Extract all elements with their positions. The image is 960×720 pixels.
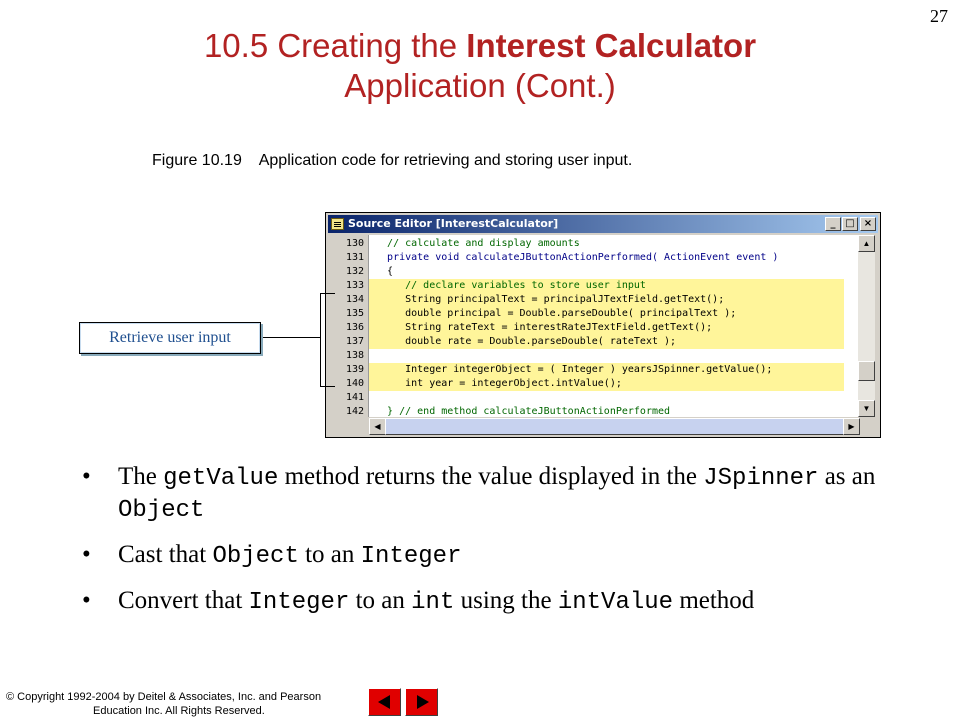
code-editor[interactable] <box>369 235 858 417</box>
line-number: 139 <box>345 364 364 375</box>
source-editor-window <box>325 212 881 438</box>
code-term: JSpinner <box>703 465 819 492</box>
bullet-text: Cast that <box>118 541 213 568</box>
scroll-down-icon[interactable]: ▼ <box>858 400 875 417</box>
line-number: 132 <box>345 266 364 277</box>
next-slide-button[interactable] <box>405 688 438 716</box>
horizontal-scrollbar[interactable] <box>369 418 858 435</box>
copyright-line-1: © Copyright 1992-2004 by Deitel & Associates, Inc. and Pearson <box>6 691 322 703</box>
code-line[interactable]: // calculate and display amounts <box>369 238 580 249</box>
line-number: 138 <box>345 350 364 361</box>
title-prefix: 10.5 Creating the <box>203 27 467 64</box>
title-line-2: Application (Cont.) <box>344 67 616 104</box>
copyright-line-2: Education Inc. All Rights Reserved. <box>93 705 265 717</box>
vertical-scroll-thumb[interactable] <box>858 361 875 381</box>
scroll-right-icon[interactable]: ▶ <box>843 418 860 435</box>
code-line[interactable]: private void calculateJButtonActionPerformed( ActionEvent event ) <box>369 252 779 263</box>
vertical-scrollbar[interactable] <box>858 235 875 417</box>
code-term: intValue <box>557 589 674 616</box>
slide-number: 27 <box>930 6 948 26</box>
code-line[interactable]: String rateText = interestRateJTextField.getText(); <box>369 321 844 335</box>
bullet-dot: • <box>82 463 91 490</box>
line-number: 137 <box>345 336 364 347</box>
title-bold-app-name: Interest Calculator <box>466 27 757 64</box>
callout-retrieve-user-input: Retrieve user input <box>79 322 261 354</box>
bullet-dot: • <box>82 587 91 614</box>
scroll-left-icon[interactable]: ◀ <box>369 418 386 435</box>
maximize-button[interactable]: □ <box>842 217 858 231</box>
close-button[interactable]: × <box>860 217 876 231</box>
code-term: Object <box>212 543 299 570</box>
line-number: 131 <box>345 252 364 263</box>
code-line[interactable] <box>369 391 844 405</box>
bullet-text: using the <box>454 587 558 614</box>
code-term: Object <box>118 497 205 524</box>
bullet-dot: • <box>82 541 91 568</box>
title-line-1 <box>60 26 900 66</box>
copyright-notice <box>6 690 321 718</box>
right-arrow-icon <box>417 695 429 709</box>
code-term: Integer <box>360 543 462 570</box>
code-term: int <box>411 589 455 616</box>
window-titlebar[interactable] <box>328 215 878 233</box>
line-number: 133 <box>345 280 364 291</box>
bullet-text: to an <box>349 587 412 614</box>
line-number: 135 <box>345 308 364 319</box>
bullet-text: as an <box>818 463 876 490</box>
bullet-text: Convert that <box>118 587 249 614</box>
code-line[interactable]: // declare variables to store user input <box>369 279 844 293</box>
line-number-gutter <box>330 235 369 417</box>
code-term: Integer <box>248 589 350 616</box>
bullet-text: The <box>118 463 164 490</box>
code-line[interactable]: int year = integerObject.intValue(); <box>369 377 844 391</box>
line-number: 142 <box>345 406 364 417</box>
figure-caption: Figure 10.19 Application code for retrieving and storing user input. <box>152 152 633 169</box>
minimize-button[interactable]: _ <box>825 217 841 231</box>
line-number: 136 <box>345 322 364 333</box>
left-arrow-icon <box>378 695 390 709</box>
line-number: 134 <box>345 294 364 305</box>
bullet-item <box>80 462 880 526</box>
code-line[interactable]: Integer integerObject = ( Integer ) yearsJSpinner.getValue(); <box>369 363 844 377</box>
line-number: 141 <box>345 392 364 403</box>
scroll-up-icon[interactable]: ▲ <box>858 235 875 252</box>
code-line[interactable]: double principal = Double.parseDouble( principalText ); <box>369 307 844 321</box>
code-line[interactable]: double rate = Double.parseDouble( rateText ); <box>369 335 844 349</box>
bullet-list <box>80 462 880 632</box>
bullet-item <box>80 540 880 572</box>
slide-title <box>60 26 900 106</box>
bullet-text: method returns the value displayed in the <box>278 463 704 490</box>
document-icon <box>331 218 344 230</box>
code-line[interactable]: String principalText = principalJTextField.getText(); <box>369 293 844 307</box>
bullet-text: method <box>673 587 755 614</box>
callout-connector-line <box>262 337 320 338</box>
code-line[interactable]: { <box>369 266 394 277</box>
window-title: Source Editor [InterestCalculator] <box>348 217 559 230</box>
callout-bracket <box>320 293 335 387</box>
code-line[interactable]: } // end method calculateJButtonActionPerformed <box>369 406 671 417</box>
bullet-item <box>80 586 880 618</box>
bullet-text: to an <box>298 541 361 568</box>
previous-slide-button[interactable] <box>368 688 401 716</box>
line-number: 140 <box>345 378 364 389</box>
line-number: 130 <box>345 238 364 249</box>
code-term: getValue <box>163 465 279 492</box>
code-line[interactable] <box>369 349 844 363</box>
horizontal-scroll-thumb[interactable] <box>385 418 845 435</box>
